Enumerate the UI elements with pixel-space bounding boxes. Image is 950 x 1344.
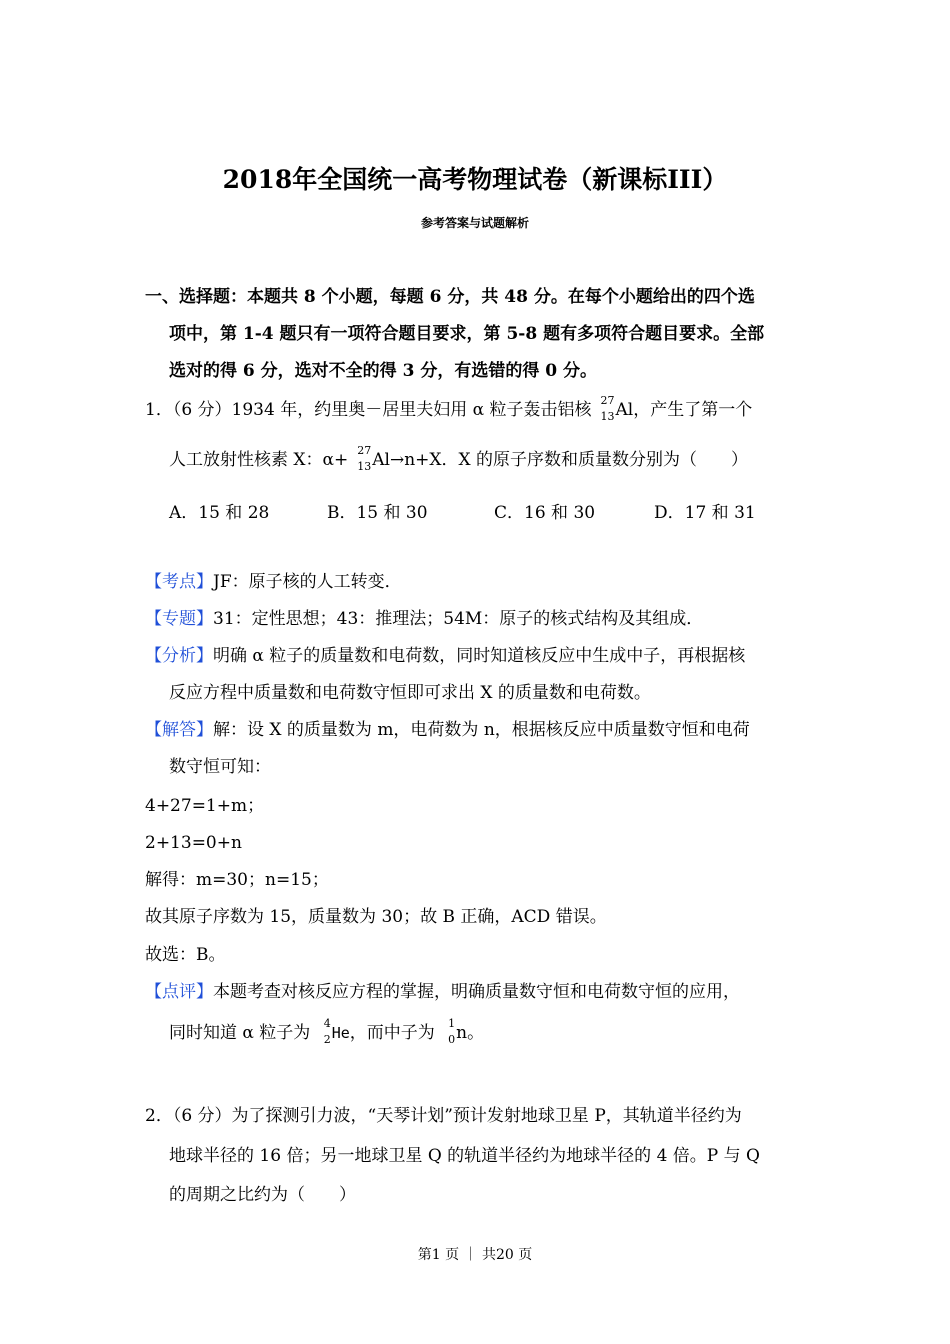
fenxi-tag: 【分析】 bbox=[145, 646, 213, 666]
jieda-tag: 【解答】 bbox=[145, 720, 213, 740]
nuclide-atomic-number: 0 bbox=[448, 1033, 456, 1046]
equation-solution: 解得：m=30；n=15； bbox=[145, 870, 329, 890]
nuclide-mass-number: 27 bbox=[600, 394, 615, 407]
page-title: 2018年全国统一高考物理试卷（新课标III） bbox=[222, 165, 728, 194]
dianping-text: 同时知道 α 粒子为 bbox=[169, 1023, 311, 1043]
section-header-line-1: 一、选择题：本题共 8 个小题，每题 6 分，共 48 分。在每个小题给出的四个选 bbox=[145, 287, 755, 307]
nuclide-atomic-number: 13 bbox=[357, 460, 372, 473]
nuclide-neutron bbox=[442, 1018, 456, 1046]
dianping-text-cont: ，而中子为 bbox=[349, 1023, 435, 1043]
zhuanti-text: 31：定性思想；43：推理法；54M：原子的核式结构及其组成． bbox=[213, 609, 704, 629]
nuclide-mass-number: 27 bbox=[357, 444, 372, 457]
dianping-line-1 bbox=[145, 974, 740, 1011]
dianping-text: 本题考查对核反应方程的掌握，明确质量数守恒和电荷数守恒的应用， bbox=[213, 982, 740, 1002]
option-b[interactable]: B．15 和 30 bbox=[327, 503, 428, 523]
nuclide-atomic-number: 2 bbox=[323, 1033, 331, 1046]
equation-charge: 2+13=0+n bbox=[145, 833, 242, 853]
option-c[interactable]: C．16 和 30 bbox=[494, 503, 596, 523]
nuclide-mass-number: 4 bbox=[323, 1017, 331, 1030]
kaodian-tag: 【考点】 bbox=[145, 572, 213, 592]
nuclide-al-27 bbox=[594, 395, 616, 423]
nuclide-mass-number: 1 bbox=[448, 1017, 456, 1030]
page-footer: 第1 页 ｜ 共20 页 bbox=[417, 1247, 533, 1263]
nuclide-al-27 bbox=[350, 445, 372, 473]
dianping-tag: 【点评】 bbox=[145, 982, 213, 1002]
conclusion-text: 故其原子序数为 15，质量数为 30；故 B 正确，ACD 错误。 bbox=[145, 907, 607, 927]
kaodian-line bbox=[145, 564, 402, 601]
fenxi-text: 明确 α 粒子的质量数和电荷数，同时知道核反应中生成中子，再根据核 bbox=[213, 646, 746, 666]
zhuanti-tag: 【专题】 bbox=[145, 609, 213, 629]
nuclide-atomic-number: 13 bbox=[600, 410, 615, 423]
equation-mass: 4+27=1+m； bbox=[145, 796, 265, 816]
jieda-text: 解：设 X 的质量数为 m，电荷数为 n，根据核反应中质量数守恒和电荷 bbox=[213, 720, 750, 740]
question-2-line-3: 的周期之比约为（ ） bbox=[169, 1185, 356, 1205]
zhuanti-line bbox=[145, 601, 703, 638]
dianping-line-2 bbox=[169, 1015, 484, 1052]
question-1-text: 1．（6 分）1934 年，约里奥－居里夫妇用 α 粒子轰击铝核 bbox=[145, 400, 592, 420]
question-1-text-cont: Al，产生了第一个 bbox=[615, 400, 753, 420]
kaodian-text: JF：原子核的人工转变． bbox=[213, 572, 402, 592]
option-a[interactable]: A．15 和 28 bbox=[169, 503, 270, 523]
page-subtitle: 参考答案与试题解析 bbox=[420, 216, 529, 230]
nuclide-he-4 bbox=[318, 1018, 332, 1046]
fenxi-line-2: 反应方程中质量数和电荷数守恒即可求出 X 的质量数和电荷数。 bbox=[169, 683, 651, 703]
option-d[interactable]: D．17 和 31 bbox=[654, 503, 756, 523]
neutron-symbol: n。 bbox=[456, 1023, 485, 1043]
helium-symbol: He bbox=[331, 1024, 350, 1042]
section-header-line-2: 项中，第 1-4 题只有一项符合题目要求，第 5-8 题有多项符合题目要求。全部 bbox=[169, 324, 765, 344]
jieda-line-2: 数守恒可知： bbox=[169, 757, 271, 777]
answer-text: 故选：B。 bbox=[145, 945, 226, 965]
question-1-line-1 bbox=[145, 392, 752, 429]
fenxi-line-1 bbox=[145, 638, 745, 675]
question-2-line-2: 地球半径的 16 倍；另一地球卫星 Q 的轨道半径约为地球半径的 4 倍。P 与 Q bbox=[169, 1146, 760, 1166]
question-1-text: 人工放射性核素 X：α+ bbox=[169, 450, 349, 470]
question-2-line-1: 2．（6 分）为了探测引力波，“天琴计划”预计发射地球卫星 P，其轨道半径约为 bbox=[145, 1106, 742, 1126]
question-1-text-cont: Al→n+X．X 的原子序数和质量数分别为（ ） bbox=[372, 450, 748, 470]
question-1-line-2 bbox=[169, 442, 748, 479]
section-header-line-3: 选对的得 6 分，选对不全的得 3 分，有选错的得 0 分。 bbox=[169, 361, 597, 381]
jieda-line-1 bbox=[145, 712, 750, 749]
